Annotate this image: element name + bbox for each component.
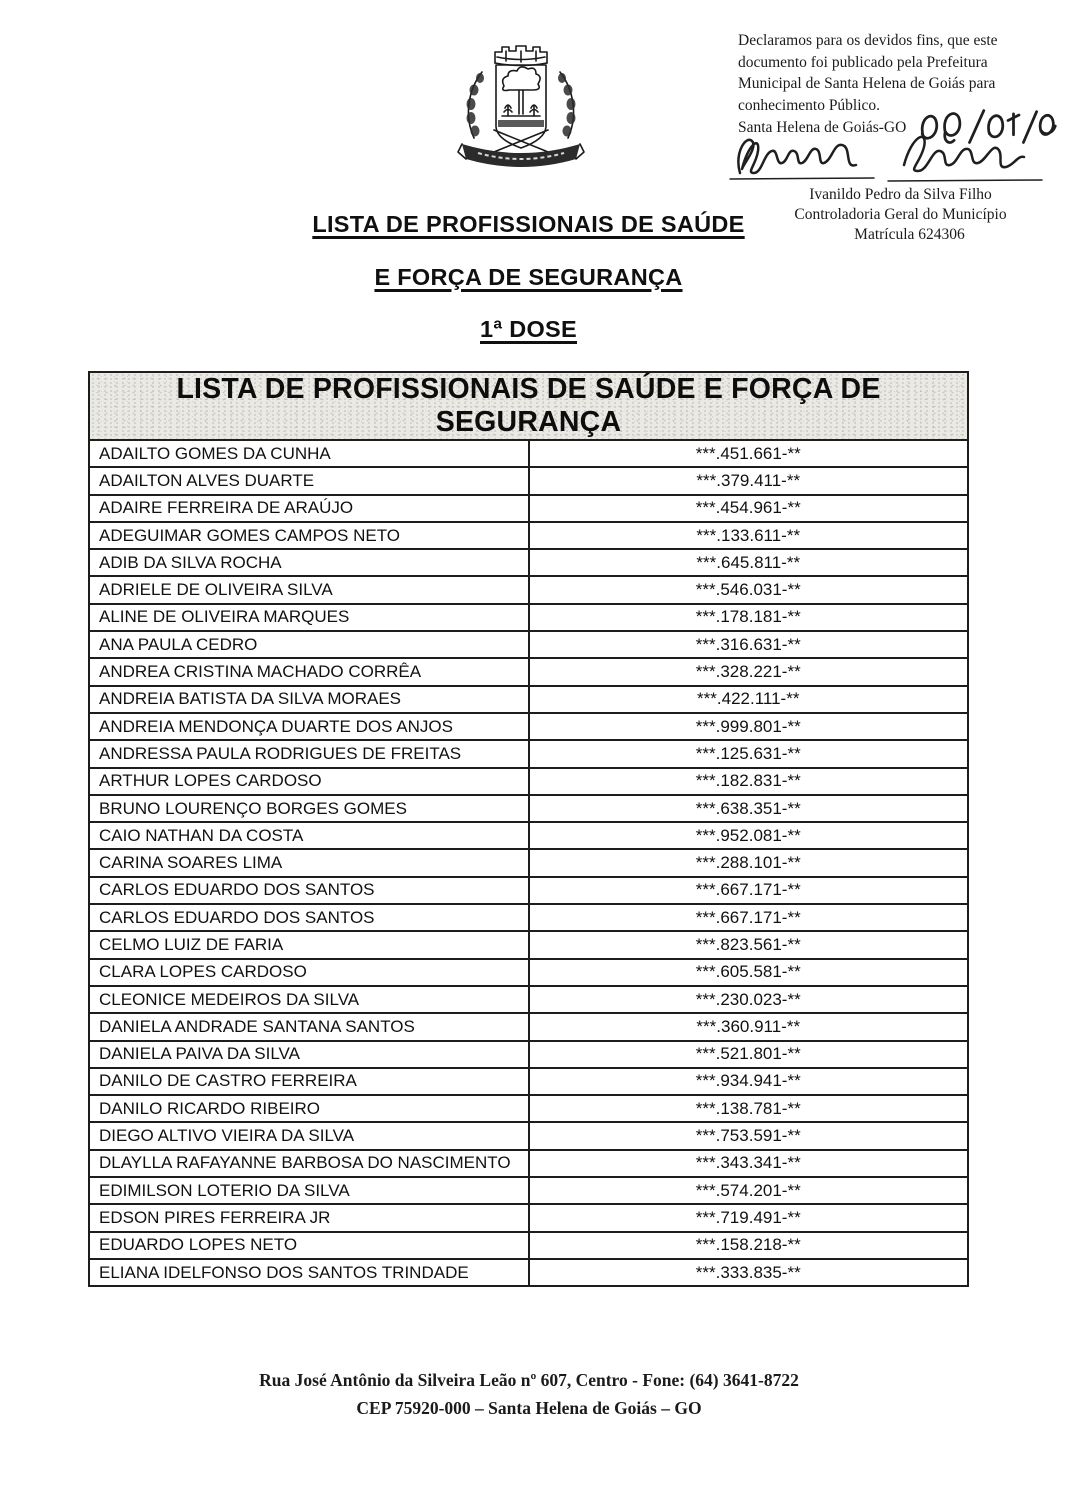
cpf-cell: ***.638.351-** <box>529 795 969 822</box>
table-row <box>89 604 968 631</box>
signer-title: Controladoria Geral do Município <box>794 206 1007 224</box>
footer-address-line-2: CEP 75920-000 – Santa Helena de Goiás – GO <box>356 1398 702 1418</box>
table-row <box>89 1232 968 1259</box>
table-row <box>89 1095 968 1122</box>
signer-registration: Matrícula 624306 <box>854 226 965 244</box>
cpf-cell: ***.422.111-** <box>529 686 969 713</box>
table-row <box>89 1177 968 1204</box>
cpf-cell: ***.521.801-** <box>529 1041 969 1068</box>
place-label: Santa Helena de Goiás-GO <box>738 118 907 136</box>
table-row <box>89 986 968 1013</box>
professional-name-cell: ANDREA CRISTINA MACHADO CORRÊA <box>89 658 529 685</box>
signer-name: Ivanildo Pedro da Silva Filho <box>809 186 992 204</box>
table-row <box>89 1041 968 1068</box>
footer-address-line-1: Rua José Antônio da Silveira Leão nº 607, Centro - Fone: (64) 3641-8722 <box>259 1370 799 1390</box>
professional-name-cell: ARTHUR LOPES CARDOSO <box>89 768 529 795</box>
cpf-cell: ***.178.181-** <box>529 604 969 631</box>
declaration-text-line: documento foi publicado pela Prefeitura <box>738 53 988 71</box>
cpf-cell: ***.138.781-** <box>529 1095 969 1122</box>
document-title-line-3: 1ª DOSE <box>480 316 577 342</box>
professional-name-cell: ANA PAULA CEDRO <box>89 631 529 658</box>
professional-name-cell: ADRIELE DE OLIVEIRA SILVA <box>89 576 529 603</box>
professional-name-cell: ALINE DE OLIVEIRA MARQUES <box>89 604 529 631</box>
cpf-cell: ***.182.831-** <box>529 768 969 795</box>
professional-name-cell: ADEGUIMAR GOMES CAMPOS NETO <box>89 522 529 549</box>
cpf-cell: ***.230.023-** <box>529 986 969 1013</box>
cpf-cell: ***.454.961-** <box>529 495 969 522</box>
table-row <box>89 849 968 876</box>
cpf-cell: ***.952.081-** <box>529 822 969 849</box>
table-body <box>89 440 968 1286</box>
professional-name-cell: DANILO DE CASTRO FERREIRA <box>89 1068 529 1095</box>
table-row <box>89 631 968 658</box>
table-row <box>89 904 968 931</box>
document-title-line-2: E FORÇA DE SEGURANÇA <box>374 264 683 290</box>
cpf-cell: ***.343.341-** <box>529 1150 969 1177</box>
table-row <box>89 1259 968 1286</box>
table-row <box>89 1122 968 1149</box>
cpf-cell: ***.719.491-** <box>529 1204 969 1231</box>
professional-name-cell: CLARA LOPES CARDOSO <box>89 959 529 986</box>
cpf-cell: ***.451.661-** <box>529 440 969 467</box>
professional-name-cell: DANILO RICARDO RIBEIRO <box>89 1095 529 1122</box>
professional-name-cell: ELIANA IDELFONSO DOS SANTOS TRINDADE <box>89 1259 529 1286</box>
signature-area <box>738 139 1063 185</box>
professional-name-cell: EDIMILSON LOTERIO DA SILVA <box>89 1177 529 1204</box>
table-row <box>89 740 968 767</box>
table-row <box>89 959 968 986</box>
cpf-cell: ***.645.811-** <box>529 549 969 576</box>
declaration-text-line: Declaramos para os devidos fins, que este <box>738 32 998 49</box>
professional-name-cell: ADIB DA SILVA ROCHA <box>89 549 529 576</box>
professional-name-cell: ADAILTO GOMES DA CUNHA <box>89 440 529 467</box>
cpf-cell: ***.999.801-** <box>529 713 969 740</box>
document-title-line-1: LISTA DE PROFISSIONAIS DE SAÚDE <box>312 211 745 237</box>
table-row <box>89 686 968 713</box>
table-row <box>89 576 968 603</box>
table-row <box>89 713 968 740</box>
professional-name-cell: EDSON PIRES FERREIRA JR <box>89 1204 529 1231</box>
cpf-cell: ***.667.171-** <box>529 904 969 931</box>
professional-name-cell: ANDRESSA PAULA RODRIGUES DE FREITAS <box>89 740 529 767</box>
professional-name-cell: ADAIRE FERREIRA DE ARAÚJO <box>89 495 529 522</box>
table-row <box>89 822 968 849</box>
cpf-cell: ***.667.171-** <box>529 877 969 904</box>
signature-scrawl <box>726 123 1056 187</box>
table-row <box>89 1013 968 1040</box>
table-row <box>89 795 968 822</box>
municipal-coat-of-arms-icon <box>450 38 592 176</box>
professional-name-cell: CARINA SOARES LIMA <box>89 849 529 876</box>
cpf-cell: ***.328.221-** <box>529 658 969 685</box>
professional-name-cell: DIEGO ALTIVO VIEIRA DA SILVA <box>89 1122 529 1149</box>
table-row <box>89 495 968 522</box>
professionals-table-wrap <box>88 371 969 1287</box>
professional-name-cell: EDUARDO LOPES NETO <box>89 1232 529 1259</box>
cpf-cell: ***.823.561-** <box>529 931 969 958</box>
professional-name-cell: CAIO NATHAN DA COSTA <box>89 822 529 849</box>
professional-name-cell: CELMO LUIZ DE FARIA <box>89 931 529 958</box>
cpf-cell: ***.753.591-** <box>529 1122 969 1149</box>
professional-name-cell: DANIELA PAIVA DA SILVA <box>89 1041 529 1068</box>
professional-name-cell: ADAILTON ALVES DUARTE <box>89 467 529 494</box>
professional-name-cell: CARLOS EDUARDO DOS SANTOS <box>89 904 529 931</box>
cpf-cell: ***.316.631-** <box>529 631 969 658</box>
professional-name-cell: DANIELA ANDRADE SANTANA SANTOS <box>89 1013 529 1040</box>
professionals-table <box>88 371 969 1287</box>
table-row <box>89 931 968 958</box>
table-row <box>89 467 968 494</box>
cpf-cell: ***.288.101-** <box>529 849 969 876</box>
professional-name-cell: CARLOS EDUARDO DOS SANTOS <box>89 877 529 904</box>
table-header-band: LISTA DE PROFISSIONAIS DE SAÚDE E FORÇA DE SEGURANÇA <box>89 372 968 440</box>
cpf-cell: ***.125.631-** <box>529 740 969 767</box>
cpf-cell: ***.360.911-** <box>529 1013 969 1040</box>
table-row <box>89 1204 968 1231</box>
cpf-cell: ***.574.201-** <box>529 1177 969 1204</box>
table-row <box>89 1150 968 1177</box>
table-row <box>89 549 968 576</box>
footer-address <box>0 1366 1058 1422</box>
cpf-cell: ***.333.835-** <box>529 1259 969 1286</box>
cpf-cell: ***.379.411-** <box>529 467 969 494</box>
table-row <box>89 440 968 467</box>
table-row <box>89 522 968 549</box>
declaration-text-line: conhecimento Público. <box>738 97 881 115</box>
table-row <box>89 877 968 904</box>
professional-name-cell: CLEONICE MEDEIROS DA SILVA <box>89 986 529 1013</box>
declaration-text-line: Municipal de Santa Helena de Goiás para <box>738 75 996 93</box>
cpf-cell: ***.158.218-** <box>529 1232 969 1259</box>
table-row <box>89 658 968 685</box>
professional-name-cell: BRUNO LOURENÇO BORGES GOMES <box>89 795 529 822</box>
cpf-cell: ***.605.581-** <box>529 959 969 986</box>
professional-name-cell: ANDREIA BATISTA DA SILVA MORAES <box>89 686 529 713</box>
table-row <box>89 1068 968 1095</box>
professional-name-cell: DLAYLLA RAFAYANNE BARBOSA DO NASCIMENTO <box>89 1150 529 1177</box>
table-row <box>89 768 968 795</box>
cpf-cell: ***.934.941-** <box>529 1068 969 1095</box>
cpf-cell: ***.546.031-** <box>529 576 969 603</box>
cpf-cell: ***.133.611-** <box>529 522 969 549</box>
professional-name-cell: ANDREIA MENDONÇA DUARTE DOS ANJOS <box>89 713 529 740</box>
